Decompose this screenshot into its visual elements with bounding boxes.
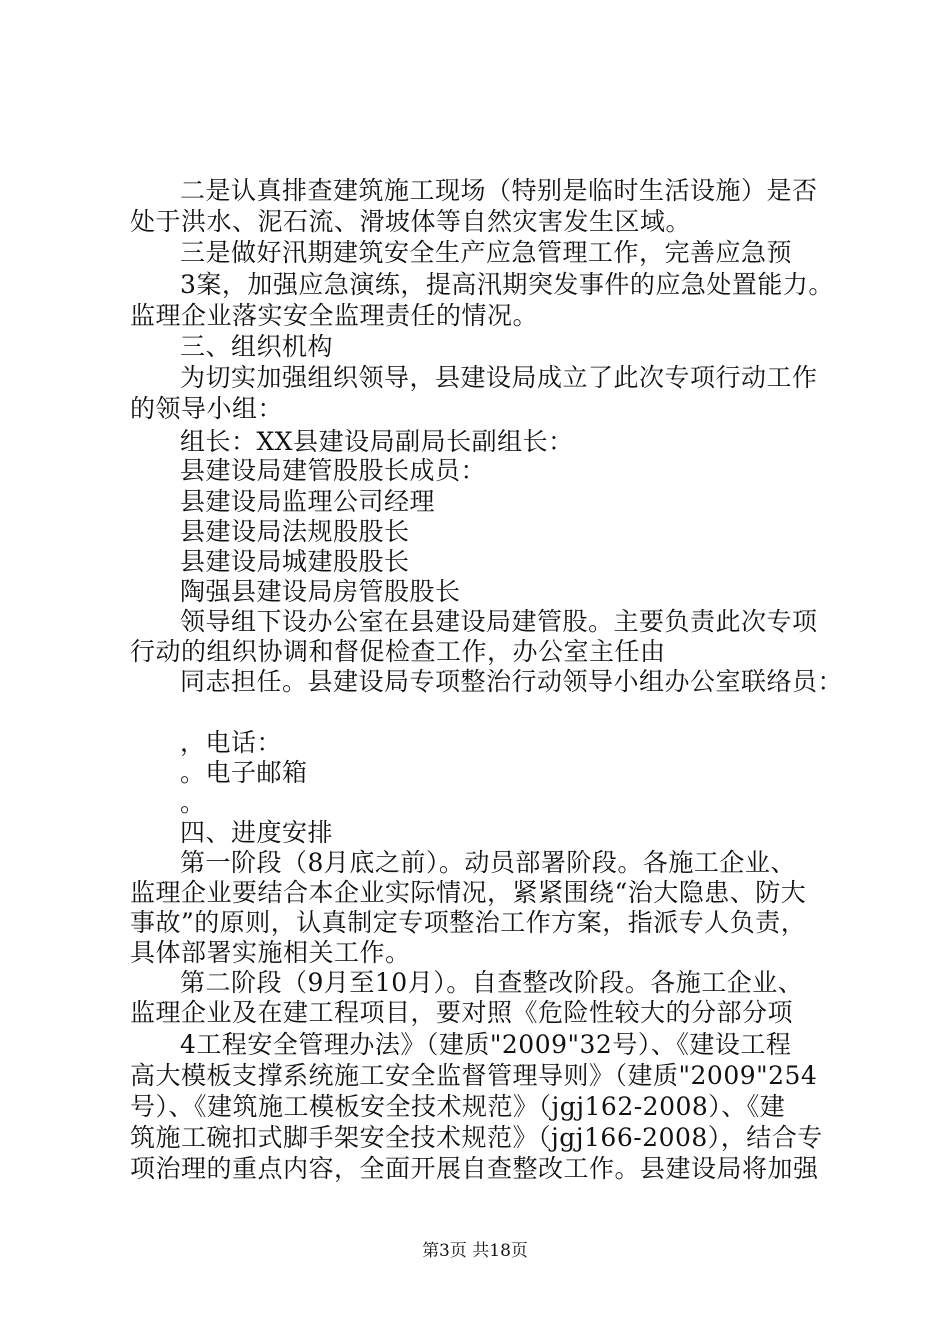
paragraph-line: ，电话： bbox=[180, 728, 283, 757]
paragraph-line: 县建设局建管股股长成员： bbox=[180, 456, 487, 485]
paragraph-line: 筑施工碗扣式脚手架安全技术规范》（jgj166-2008），结合专 bbox=[130, 1123, 823, 1152]
paragraph-line: 高大模板支撑系统施工安全监督管理导则》（建质"2009"254 bbox=[130, 1061, 818, 1090]
paragraph-line: 行动的组织协调和督促检查工作，办公室主任由 bbox=[130, 637, 666, 666]
paragraph-line: 为切实加强组织领导，县建设局成立了此次专项行动工作 bbox=[180, 363, 818, 392]
paragraph-line: 。 bbox=[180, 788, 206, 817]
paragraph-line: 陶强县建设局房管股股长 bbox=[180, 577, 461, 606]
paragraph-line: 的领导小组： bbox=[130, 394, 284, 423]
page-number-footer: 第3页 共18页 bbox=[422, 1241, 528, 1261]
paragraph-line: 监理企业要结合本企业实际情况，紧紧围绕“治大隐患、防大 bbox=[130, 878, 807, 907]
paragraph-line: 第一阶段（8月底之前）。动员部署阶段。各施工企业、 bbox=[180, 848, 796, 877]
section-heading: 三、组织机构 bbox=[180, 332, 334, 361]
paragraph-line: 第二阶段（9月至10月）。自查整改阶段。各施工企业、 bbox=[180, 968, 804, 997]
paragraph-line: 组长：XX县建设局副局长副组长： bbox=[180, 427, 574, 456]
paragraph-line: 。电子邮箱 bbox=[180, 758, 308, 787]
paragraph-line: 县建设局法规股股长 bbox=[180, 517, 410, 546]
paragraph-line: 具体部署实施相关工作。 bbox=[130, 938, 411, 967]
paragraph-line: 县建设局城建股股长 bbox=[180, 547, 410, 576]
paragraph-line: 县建设局监理公司经理 bbox=[180, 487, 436, 516]
paragraph-line: 4工程安全管理办法》（建质"2009"32号）、《建设工程 bbox=[180, 1030, 792, 1059]
paragraph-line: 项治理的重点内容，全面开展自查整改工作。县建设局将加强 bbox=[130, 1154, 819, 1183]
paragraph-line: 三是做好汛期建筑安全生产应急管理工作，完善应急预 bbox=[180, 238, 793, 267]
section-heading: 四、进度安排 bbox=[180, 818, 334, 847]
paragraph-line: 二是认真排查建筑施工现场（特别是临时生活设施）是否 bbox=[180, 176, 818, 205]
paragraph-line: 同志担任。县建设局专项整治行动领导小组办公室联络员： bbox=[180, 667, 844, 696]
paragraph-line: 号）、《建筑施工模板安全技术规范》（jgj162-2008）、《建 bbox=[130, 1092, 786, 1121]
paragraph-line: 处于洪水、泥石流、滑坡体等自然灾害发生区域。 bbox=[130, 207, 692, 236]
paragraph-line: 领导组下设办公室在县建设局建管股。主要负责此次专项 bbox=[180, 607, 818, 636]
paragraph-line: 监理企业落实安全监理责任的情况。 bbox=[130, 301, 539, 330]
paragraph-line: 事故”的原则，认真制定专项整治工作方案，指派专人负责， bbox=[130, 908, 807, 937]
paragraph-line: 监理企业及在建工程项目，要对照《危险性较大的分部分项 bbox=[130, 998, 794, 1027]
paragraph-line: 3案，加强应急演练，提高汛期突发事件的应急处置能力。 bbox=[180, 270, 834, 299]
